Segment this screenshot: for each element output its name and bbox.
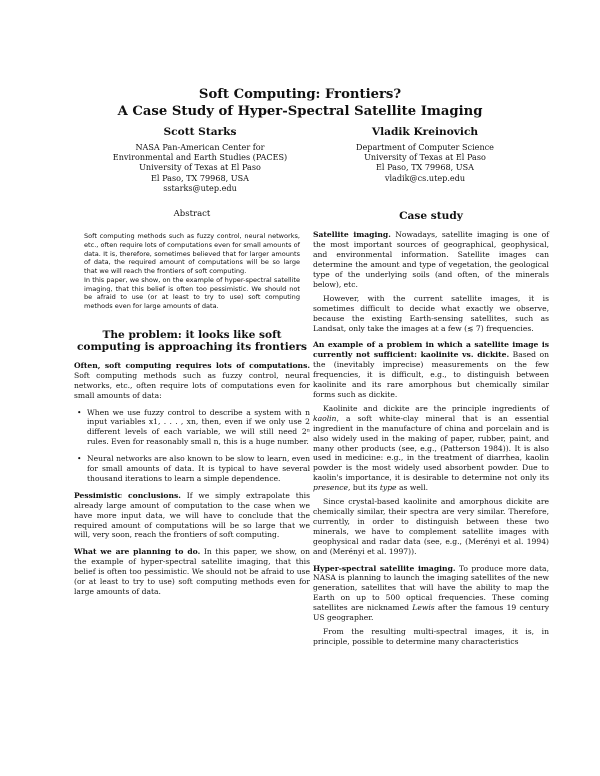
author-email: sstarks@utep.edu [163, 182, 237, 193]
paragraph [313, 564, 549, 623]
emphasis: Lewis [412, 603, 435, 613]
paragraph-heading: Often, soft computing requires lots of computations. [74, 360, 310, 370]
list-item-text: When we use fuzzy control to describe a system with n input variables x1, . . . , xn, then, even if we only use 2 different levels of each variable, we will still need 2ⁿ rules. Even for reasonably small n, this is a huge number. [87, 407, 310, 447]
paragraph: Since crystal-based kaolinite and amorphous dickite are chemically similar, their spectra are very similar. Therefore, currently, in order to distinguish between these two minerals, we have to complement satellite images with geophysical and radar data (see, e.g., (Merényi et al. 1994) and (Merényi et al. 1997)). [313, 497, 549, 556]
paragraph [313, 230, 549, 289]
paragraph-heading: An example of a problem in which a satellite image is currently not sufficient: kaolinite vs. dickite. [313, 340, 549, 360]
paragraph [74, 547, 310, 597]
author-affiliation-line: El Paso, TX 79968, USA [376, 162, 474, 173]
paragraph-text: In this paper, we show, on the example of hyper-spectral satellite imaging, that this belief is often too pessimistic. We should not be afraid to use (or at least to try to use) soft computing methods even for large amounts of data. [74, 547, 310, 597]
abstract-paragraph: Soft computing methods such as fuzzy control, neural networks, etc., often require lots of computations even for small amounts of data. It is, therefore, sometimes believed that for larger amounts of data, the required amount of computations will be so large that we will reach the frontiers of soft computing. [84, 231, 300, 276]
list-item [74, 454, 310, 484]
paragraph [313, 404, 549, 493]
author-block-kreinovich [300, 126, 550, 183]
emphasis: type [379, 483, 397, 493]
paragraph-text: Nowadays, satellite imaging is one of the most important sources of geographical, geophysical, and environmental information. Satellite images can determine the amount and type of vegetation, the geological type of the underlying soils (and often, of the minerals below), etc. [313, 230, 549, 289]
list-item [74, 408, 310, 448]
author-email: vladik@cs.utep.edu [384, 172, 466, 183]
author-affiliation-line: Department of Computer Science [356, 142, 494, 152]
abstract [84, 232, 300, 311]
bullet-list [74, 408, 310, 484]
paragraph-heading: Pessimistic conclusions. [74, 490, 181, 500]
paper-title-line1: Soft Computing: Frontiers? [198, 87, 402, 102]
paper-title-line2: A Case Study of Hyper-Spectral Satellite Imaging [117, 104, 483, 119]
section-heading-case-study: Case study [399, 210, 463, 222]
list-item-text: Neural networks are also known to be slow to learn, even for small amounts of data. It is typical to have several thousand iterations to learn a simple dependence. [87, 454, 310, 483]
author-name: Vladik Kreinovich [371, 126, 479, 138]
paragraph: From the resulting multi-spectral images, it is, in principle, possible to determine many characteristics [313, 626, 549, 646]
text-run: To produce more data, NASA is planning to launch the imaging satellites of the new generation, satellites that will have the ability to map the Earth on up to 500 optical frequencies. These coming satellites are nicknamed [313, 563, 550, 613]
bullet-icon: • [77, 454, 82, 464]
author-affiliation-line: El Paso, TX 79968, USA [151, 172, 249, 183]
text-run: , a soft white-clay mineral that is an essential ingredient in the manufacture of china and porcelain and is also widely used in the making of paper, rubber, paint, and many other products (see, e.g., (Patterson 1984)). It is also used in medicine: e.g., in the treatment of diarrhea, kaolin powder is the most widely used absorbent powder. Due to kaolin's importance, it is desirable to determine not only its [313, 413, 549, 483]
text-run: , but its [348, 483, 380, 493]
author-affiliation-line: NASA Pan-American Center for [135, 142, 265, 152]
paragraph [74, 361, 310, 401]
text-run: after the famous 19 century US geographer. [313, 603, 549, 623]
text-run: Kaolinite and dickite are the principle ingredients of [323, 403, 549, 413]
author-name: Scott Starks [163, 126, 237, 138]
section-heading-problem-1: The problem: it looks like soft [102, 329, 282, 342]
author-affiliation-line: Environmental and Earth Studies (PACES) [112, 152, 288, 163]
paragraph-text: Based on the (inevitably imprecise) measurements on the few frequencies, it is difficult, e.g., to distinguish between kaolinite and its rare amorphous but chemically similar forms such as dickite. [313, 350, 549, 399]
abstract-paragraph: In this paper, we show, on the example of hyper-spectral satellite imaging, that this belief is often too pessimistic. We should not be afraid to use (or at least to try to use) soft computing methods even for large amounts of data. [84, 275, 300, 311]
author-affiliation-line: University of Texas at El Paso [139, 162, 261, 173]
paragraph [313, 340, 549, 399]
paragraph: However, with the current satellite images, it is sometimes difficult to decide what exactly we observe, because the existing Earth-sensing satellites, such as Landsat, only take the images at a few (≲ 7) frequencies. [313, 293, 549, 333]
paragraph-heading: Hyper-spectral satellite imaging. [313, 563, 456, 573]
emphasis: kaolin [313, 413, 337, 423]
paragraph-heading: What we are planning to do. [74, 547, 201, 557]
paragraph-text: Soft computing methods such as fuzzy control, neural networks, etc., often require lots of computations even for small amounts of data: [74, 370, 310, 400]
text-run: as well. [396, 483, 429, 493]
author-block-starks [75, 126, 325, 193]
emphasis: presence [313, 483, 349, 493]
section-heading-problem-2: computing is approaching its frontiers [76, 341, 308, 354]
bullet-icon: • [77, 407, 82, 417]
right-column [313, 210, 549, 647]
author-affiliation-line: University of Texas at El Paso [364, 152, 486, 163]
paragraph-heading: Satellite imaging. [313, 230, 391, 240]
abstract-heading: Abstract [173, 209, 211, 219]
paragraph [74, 491, 310, 541]
paragraph-text: If we simply extrapolate this already large amount of computation to the case when we have more input data, we will have to conclude that the required amount of computations will be so large that we will, very soon, reach the frontiers of soft computing. [74, 490, 310, 540]
left-column [74, 210, 310, 597]
